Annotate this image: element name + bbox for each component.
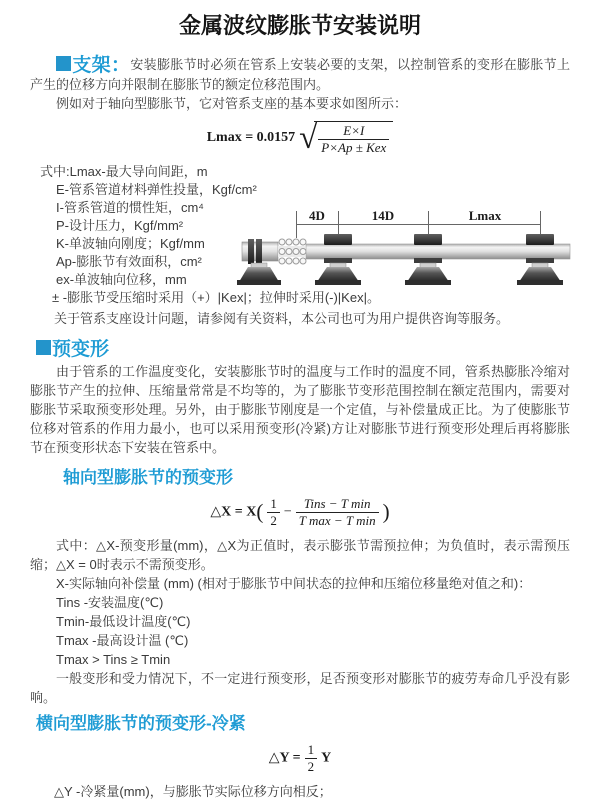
pipe-stub [242, 239, 278, 264]
var-line: Ap-膨胀节有效面积，cm² [56, 254, 202, 269]
section-square-icon [56, 56, 71, 71]
dimension-labels [309, 208, 502, 223]
dim-label-4d: 4D [309, 208, 325, 223]
var-line: I-管系管道的惯性矩，cm⁴ [56, 200, 204, 215]
pipe-support [237, 263, 281, 285]
lateral-formula-rhs: Y [321, 750, 332, 766]
pipe-support [405, 234, 451, 285]
axial-desc-paragraph: 式中：△X-预变形量(mm)，△X为正值时，表示膨张节需预拉伸；为负值时，表示需预压缩；△X = 0时表示不需预变形。 [30, 538, 570, 572]
fraction-denominator: 2 [305, 758, 318, 774]
var-line: ex-单波轴向位移，mm [56, 272, 187, 287]
bellows-icon [278, 239, 306, 264]
axial-formula-lhs: △X = X [210, 504, 257, 520]
axial-var-line: Tmax > Tins ≥ Tmin [56, 652, 171, 667]
lateral-formula [30, 743, 570, 774]
document-page [0, 12, 600, 799]
lmax-formula-numerator: E×I [343, 123, 365, 138]
pipe-support [517, 234, 563, 285]
predeform-body-paragraph: 由于管系的工作温度变化，安装膨胀节时的温度与工作时的温度不同，管系热膨胀冷缩对膨胀节产生的拉伸、压缩量常常是不均等的，为了膨胀节变形范围控制在额定范围内，需要对膨胀节采取预变形处理。另外，由于膨胀节刚度是一个定值，与补偿量成正比。为了使膨胀节位移对管系的作用力最小，也可以采用预变形(冷紧)方让对膨胀节进行预变形处理后再将膨胀节在预变形状态下安装在管系中。 [30, 364, 570, 455]
dimension-lines [296, 211, 541, 238]
close-paren: ) [382, 499, 390, 524]
lmax-formula [30, 121, 570, 155]
support-closing-note: 关于管系支座设计问题，请参阅有关资料，本公司也可为用户提供咨询等服务。 [54, 311, 510, 326]
axial-note: 一般变形和受力情况下，不一定进行预变形，足否预变形对膨胀节的疲劳寿命几乎没有影响。 [30, 671, 570, 705]
axial-formula [30, 497, 570, 528]
minus-sign: − [283, 504, 292, 520]
section-square-icon [36, 340, 51, 355]
fraction-denominator: 2 [267, 512, 280, 528]
dim-label-14d: 14D [371, 208, 395, 223]
fraction-numerator: 1 [270, 496, 277, 511]
axial-variable-list [30, 574, 570, 669]
axial-var-line: Tins -安装温度(℃) [56, 595, 164, 610]
predeform-section-label: 预变形 [52, 339, 110, 360]
lateral-note: △Y -冷紧量(mm)，与膨胀节实际位移方向相反； [54, 784, 332, 799]
lateral-formula-lhs: △Y = [268, 750, 301, 766]
open-paren: ( [256, 499, 264, 524]
var-line: 式中:Lmax-最大导向间距，m [40, 164, 208, 179]
lmax-formula-lhs: Lmax = 0.0157 [206, 130, 296, 146]
axial-var-line: X-实际轴向补偿量 (mm) (相对于膨胀节中间状态的拉伸和压缩位移量绝对值之和)： [56, 576, 532, 591]
lateral-subheading: 横向型膨胀节的预变形-冷紧 [36, 714, 246, 733]
support-example-line: 例如对于轴向型膨胀节，它对管系支座的基本要求如图所示： [56, 96, 408, 111]
support-intro-text: 安装膨胀节时必须在管系上安装必要的支架，以控制管系的变形在膨胀节上产生的位移方向并限制在膨胀节的额定位移范围内。 [30, 57, 570, 92]
sqrt-sign-icon: √ [299, 120, 318, 156]
axial-subheading: 轴向型膨胀节的预变形 [63, 468, 233, 487]
half-fraction [267, 497, 280, 528]
half-fraction [305, 743, 318, 774]
temperature-fraction [296, 497, 379, 528]
var-line: K-单波轴向刚度；Kgf/mm [56, 236, 205, 251]
axial-var-line: Tmax -最高设计温 (℃) [56, 633, 189, 648]
sqrt-radical [299, 121, 393, 155]
dim-label-lmax: Lmax [468, 208, 502, 223]
support-section-label: 支架： [72, 55, 131, 76]
page-title: 金属波纹膨胀节安装说明 [178, 13, 421, 38]
fraction-numerator: 1 [307, 742, 315, 757]
pipe-support [315, 234, 361, 285]
predeform-section-heading [30, 337, 570, 362]
fraction-numerator: Tins − T min [303, 496, 371, 511]
fraction-denominator: T max − T min [296, 512, 379, 528]
axial-var-line: Tmin-最低设计温度(℃) [56, 614, 191, 629]
var-line: E-管系管道材料弹性投量，Kgf/cm² [56, 182, 257, 197]
lmax-formula-denominator: P×Ap ± Kex [318, 139, 389, 155]
pipe [306, 244, 570, 259]
var-line-plusminus: ± -膨胀节受压缩时采用（+）|Kex|；拉伸时采用(-)|Kex|。 [52, 290, 380, 305]
support-section-paragraph [30, 55, 570, 94]
pipe-support-diagram [240, 204, 596, 296]
var-line: P-设计压力，Kgf/mm² [56, 218, 184, 233]
